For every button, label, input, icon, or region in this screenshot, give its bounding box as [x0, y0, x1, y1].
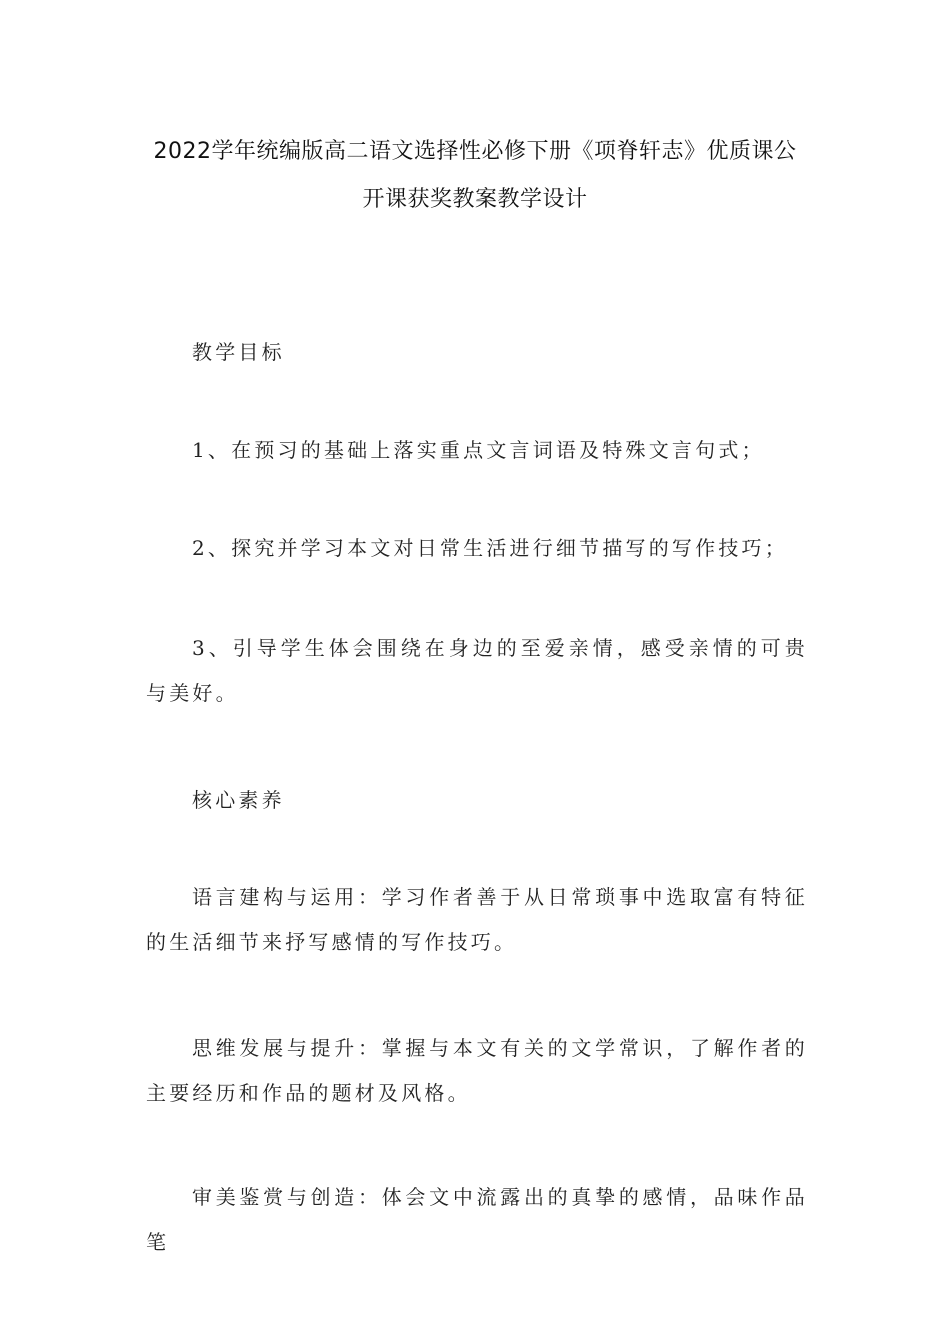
section-heading-core-literacy: 核心素养: [192, 788, 285, 812]
literacy-item-aesthetic: 审美鉴赏与创造：体会文中流露出的真挚的感情，品味作品笔: [146, 1185, 808, 1254]
document-title-line-1: 2022学年统编版高二语文选择性必修下册《项脊轩志》优质课公: [153, 139, 797, 164]
document-title-line-2: 开课获奖教案教学设计: [362, 187, 588, 212]
goal-item-3: 3、引导学生体会围绕在身边的至爱亲情，感受亲情的可贵与美好。: [146, 636, 808, 705]
literacy-item-thinking: 思维发展与提升：掌握与本文有关的文学常识，了解作者的主要经历和作品的题材及风格。: [146, 1036, 808, 1105]
goal-item-1: 1、在预习的基础上落实重点文言词语及特殊文言句式；: [192, 438, 765, 462]
literacy-item-language: 语言建构与运用：学习作者善于从日常琐事中选取富有特征的生活细节来抒写感情的写作技巧。: [146, 885, 808, 954]
goal-item-2: 2、探究并学习本文对日常生活进行细节描写的写作技巧；: [192, 536, 788, 560]
section-heading-teaching-goals: 教学目标: [192, 340, 285, 364]
